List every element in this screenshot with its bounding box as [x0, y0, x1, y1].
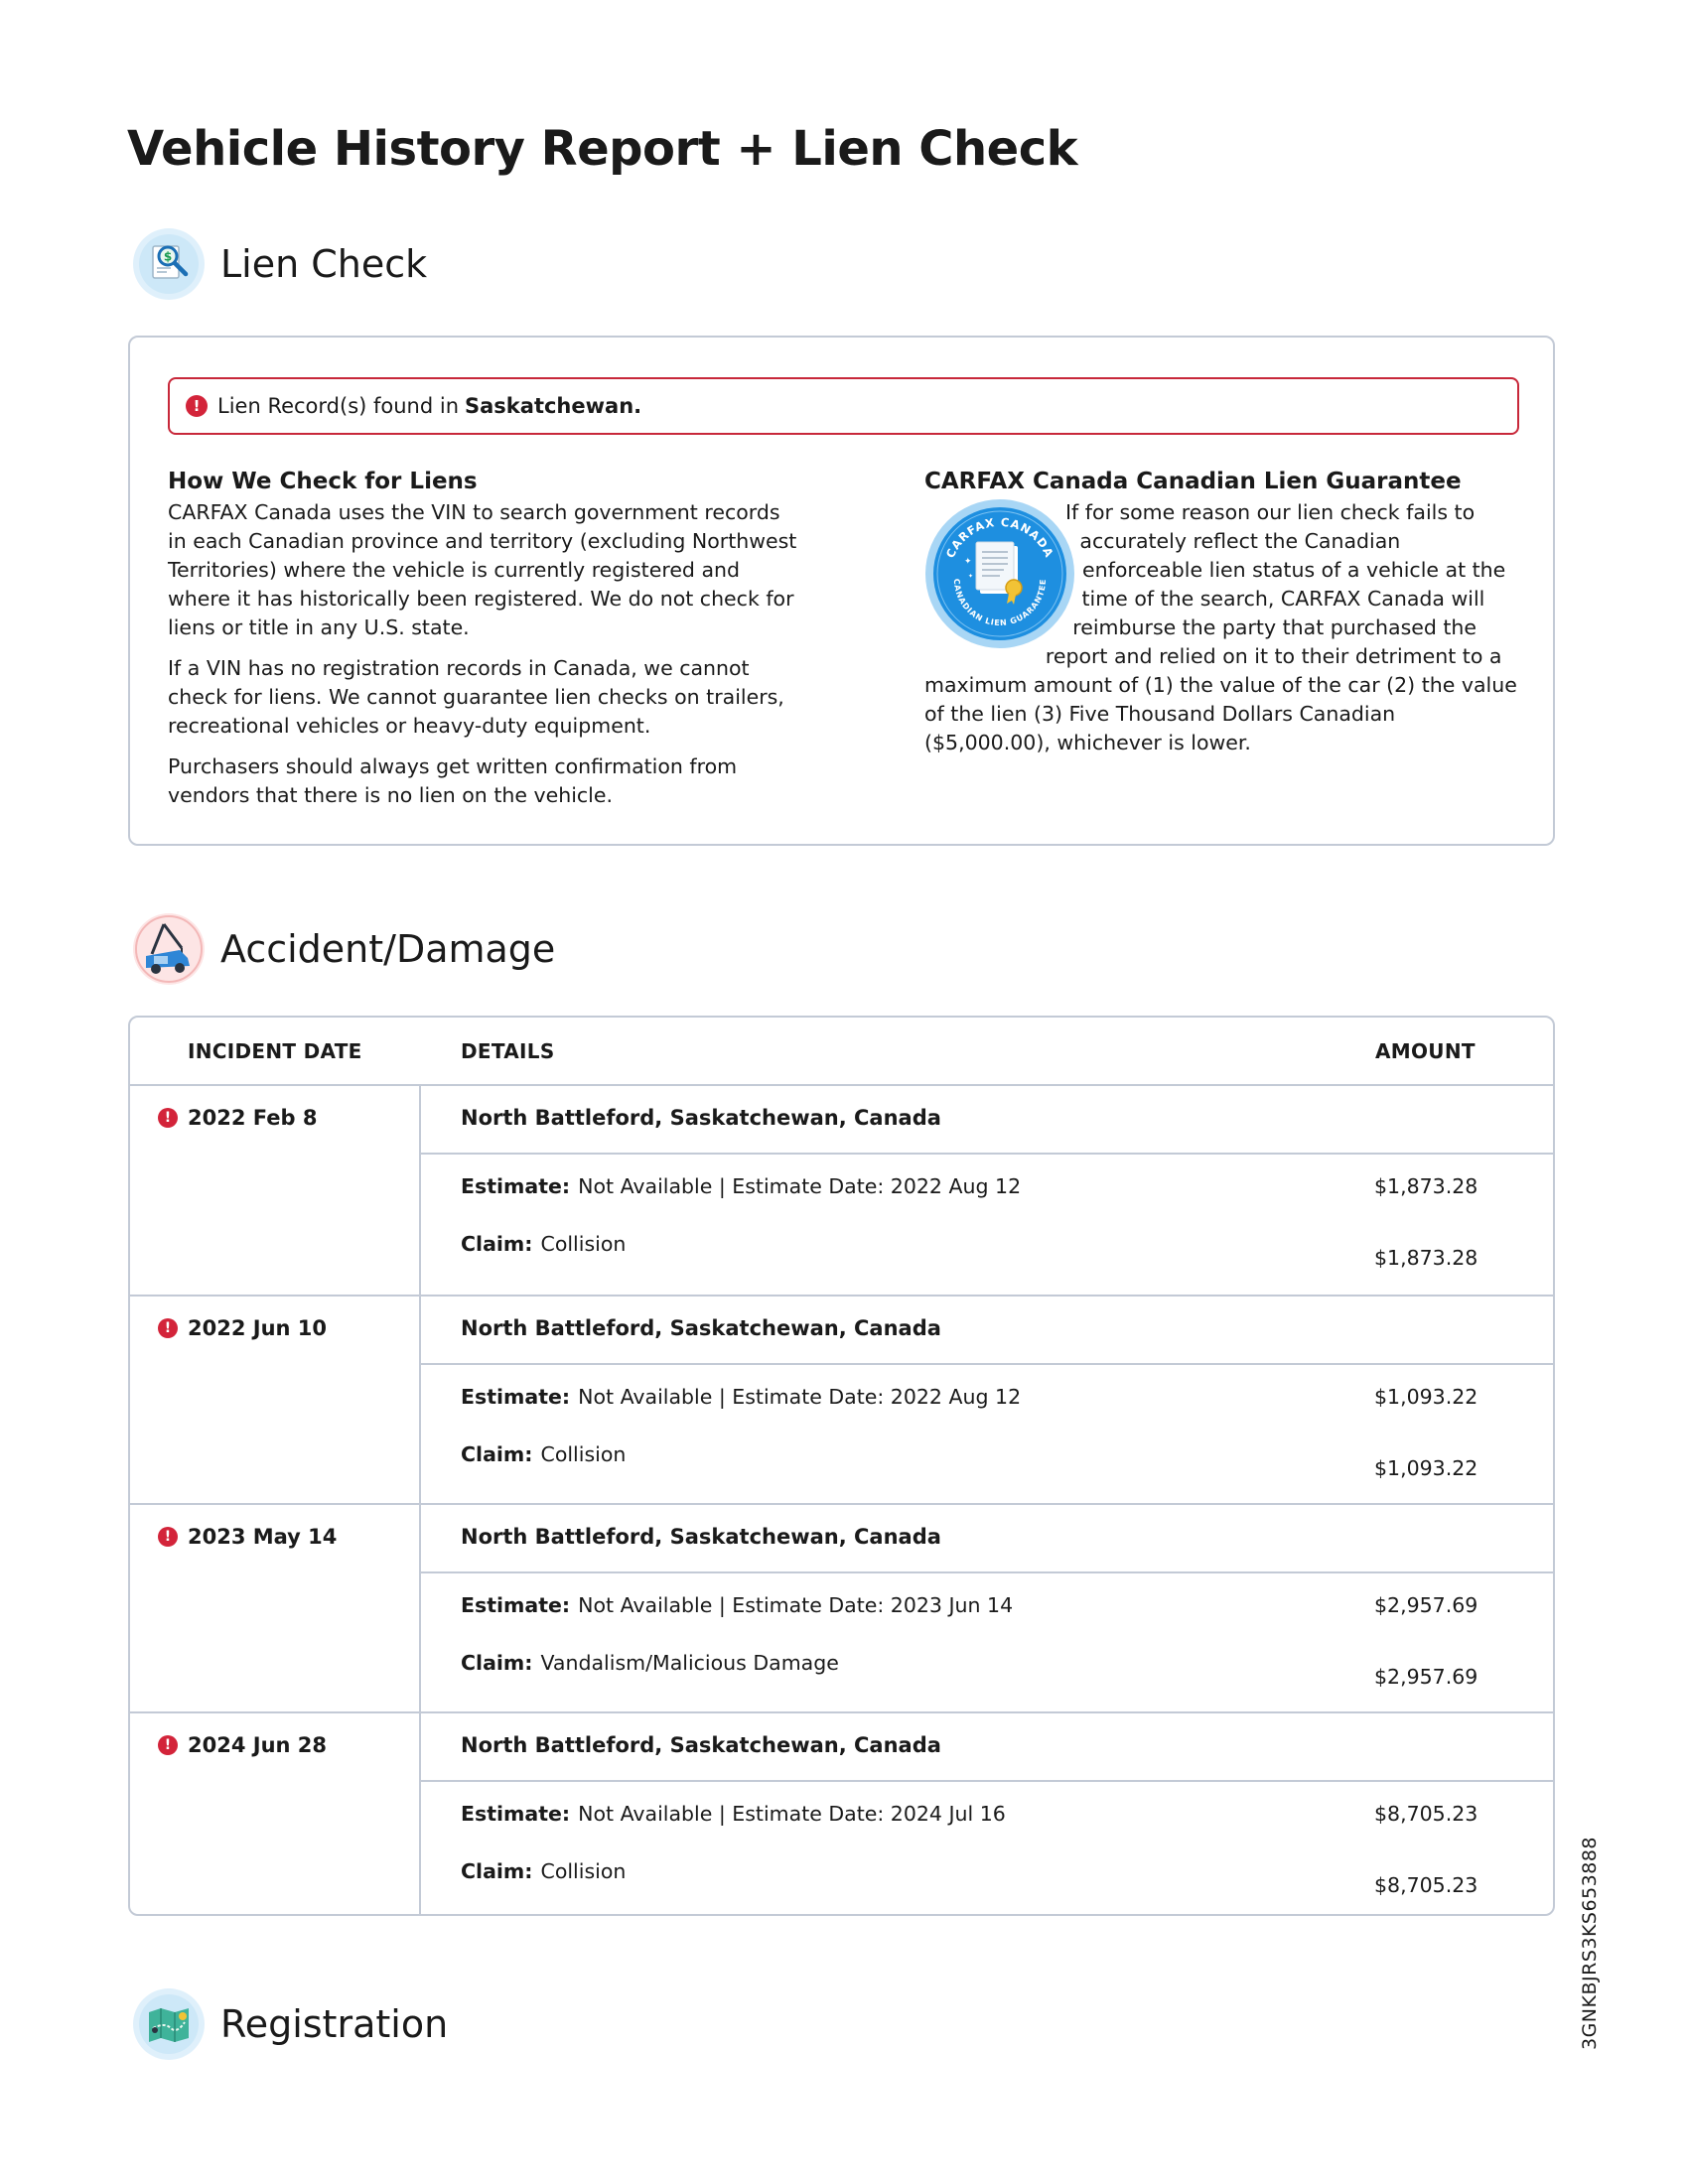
svg-text:CARFAX CANADA: CARFAX CANADA: [942, 514, 1057, 561]
lien-guarantee-text: If for some reason our lien check fails to accurately reflect the Canadian enforceable lien status of a vehicle at the time of the search, CARFAX Canada will reimburse the party that purchased the report and relied on it to their detriment to a maximum amount of (1) the value of the car (2) the value of the lien (3) Five Thousand Dollars Canadian ($5,000.00), whichever is lower.: [924, 500, 1517, 754]
column-header-incident-date: INCIDENT DATE: [188, 1039, 362, 1063]
table-row: [130, 1503, 1553, 1711]
estimate-amount: $8,705.23: [1374, 1802, 1478, 1826]
lien-alert: [168, 377, 1519, 435]
estimate-amount: $2,957.69: [1374, 1593, 1478, 1617]
row-divider: [420, 1363, 1553, 1365]
table-row: [130, 1295, 1553, 1503]
alert-icon: !: [158, 1735, 178, 1755]
estimate-label: Estimate:: [461, 1174, 571, 1198]
table-row: [130, 1711, 1553, 1916]
incident-date-text: 2024 Jun 28: [188, 1733, 328, 1757]
column-divider: [419, 1086, 421, 1295]
how-we-check-paragraph: Purchasers should always get written confirmation from vendors that there is no lien on the vehicle.: [168, 754, 738, 807]
accident-damage-heading: [133, 913, 555, 985]
lien-check-panel: [128, 336, 1555, 846]
estimate-value: Not Available | Estimate Date: 2023 Jun 14: [578, 1593, 1014, 1617]
registration-title: Registration: [220, 2002, 449, 2046]
estimate-value: Not Available | Estimate Date: 2022 Aug 12: [578, 1385, 1022, 1409]
claim-amount: $1,093.22: [1374, 1456, 1478, 1480]
accident-table: [128, 1016, 1555, 1916]
estimate-label: Estimate:: [461, 1385, 571, 1409]
how-we-check-column: [168, 467, 803, 822]
claim-value: Collision: [540, 1859, 627, 1883]
claim-amount: $1,873.28: [1374, 1246, 1478, 1270]
claim-line: [461, 1232, 626, 1256]
page-title: Vehicle History Report + Lien Check: [127, 121, 1078, 177]
column-header-amount: AMOUNT: [1375, 1039, 1476, 1063]
svg-text:✦: ✦: [968, 573, 974, 580]
claim-label: Claim:: [461, 1232, 533, 1256]
registration-heading: [133, 1988, 448, 2060]
alert-icon: !: [158, 1527, 178, 1547]
lien-guarantee-column: [924, 467, 1520, 757]
claim-value: Collision: [540, 1442, 627, 1466]
estimate-line: [461, 1174, 1021, 1198]
claim-line: [461, 1859, 626, 1883]
svg-text:$: $: [163, 249, 173, 264]
estimate-label: Estimate:: [461, 1802, 571, 1826]
claim-line: [461, 1442, 626, 1466]
estimate-value: Not Available | Estimate Date: 2022 Aug 12: [578, 1174, 1022, 1198]
incident-date-text: 2022 Jun 10: [188, 1316, 328, 1340]
estimate-line: [461, 1593, 1013, 1617]
claim-amount: $2,957.69: [1374, 1665, 1478, 1689]
tow-truck-icon: [133, 913, 205, 985]
estimate-line: [461, 1802, 1006, 1826]
how-we-check-paragraph: If a VIN has no registration records in Canada, we cannot check for liens. We cannot guarantee lien checks on trailers, recreational vehicles or heavy-duty equipment.: [168, 656, 784, 738]
incident-location: North Battleford, Saskatchewan, Canada: [461, 1316, 941, 1340]
lien-guarantee-badge-icon: [924, 498, 1075, 649]
lien-check-heading: [133, 228, 427, 300]
svg-text:✦: ✦: [964, 557, 972, 567]
claim-line: [461, 1651, 839, 1675]
how-we-check-paragraph: CARFAX Canada uses the VIN to search government records in each Canadian province and territory (excluding Northwest Territories) where the vehicle is currently registered and where it has historically been registered. We do not check for liens or title in any U.S. state.: [168, 500, 797, 639]
magnifier-dollar-icon: [133, 228, 205, 300]
column-header-details: DETAILS: [461, 1039, 555, 1063]
claim-label: Claim:: [461, 1442, 533, 1466]
row-divider: [420, 1780, 1553, 1782]
incident-date: [158, 1733, 327, 1757]
incident-date: [158, 1106, 317, 1130]
lien-guarantee-title: CARFAX Canada Canadian Lien Guarantee: [924, 469, 1462, 494]
incident-date-text: 2022 Feb 8: [188, 1106, 318, 1130]
lien-alert-text: Lien Record(s) found in: [217, 394, 460, 418]
vin-label: 3GNKBJRS3KS653888: [1579, 1836, 1601, 2050]
table-row: [130, 1086, 1553, 1295]
incident-date: [158, 1525, 337, 1549]
incident-location: North Battleford, Saskatchewan, Canada: [461, 1733, 941, 1757]
claim-label: Claim:: [461, 1859, 533, 1883]
svg-text:CANADIAN LIEN GUARANTEE: CANADIAN LIEN GUARANTEE: [951, 578, 1049, 628]
lien-alert-province: Saskatchewan.: [465, 394, 642, 418]
estimate-amount: $1,873.28: [1374, 1174, 1478, 1198]
incident-date: [158, 1316, 327, 1340]
claim-label: Claim:: [461, 1651, 533, 1675]
row-divider: [420, 1153, 1553, 1155]
map-icon: [133, 1988, 205, 2060]
estimate-label: Estimate:: [461, 1593, 571, 1617]
column-divider: [419, 1505, 421, 1711]
claim-amount: $8,705.23: [1374, 1873, 1478, 1897]
row-divider: [420, 1571, 1553, 1573]
claim-value: Collision: [540, 1232, 627, 1256]
incident-location: North Battleford, Saskatchewan, Canada: [461, 1525, 941, 1549]
how-we-check-title: How We Check for Liens: [168, 469, 478, 494]
estimate-value: Not Available | Estimate Date: 2024 Jul 16: [578, 1802, 1006, 1826]
alert-icon: !: [158, 1108, 178, 1128]
alert-icon: !: [158, 1318, 178, 1338]
estimate-line: [461, 1385, 1021, 1409]
column-divider: [419, 1713, 421, 1916]
lien-check-title: Lien Check: [220, 242, 428, 286]
estimate-amount: $1,093.22: [1374, 1385, 1478, 1409]
alert-icon: !: [186, 395, 208, 417]
accident-damage-title: Accident/Damage: [220, 927, 556, 971]
incident-date-text: 2023 May 14: [188, 1525, 338, 1549]
incident-location: North Battleford, Saskatchewan, Canada: [461, 1106, 941, 1130]
column-divider: [419, 1297, 421, 1503]
claim-value: Vandalism/Malicious Damage: [540, 1651, 839, 1675]
